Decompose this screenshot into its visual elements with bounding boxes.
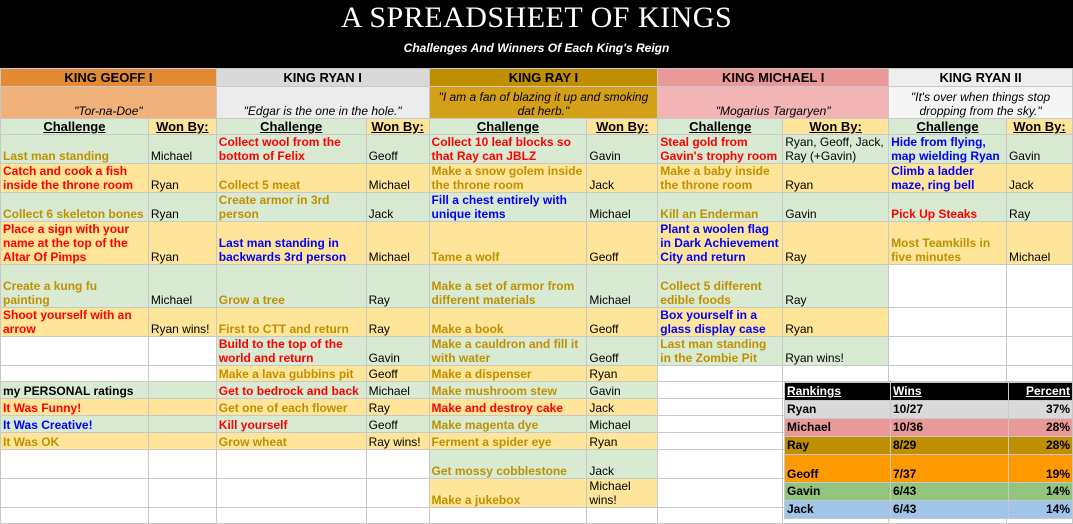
winner-cell: [148, 450, 216, 479]
rankings-header-row: [785, 383, 1073, 401]
winner-cell: Gavin: [366, 337, 429, 366]
won-by-column-header: Won By:: [587, 119, 658, 135]
challenge-cell: Make a lava gubbins pit: [216, 366, 366, 382]
king-name: KING MICHAEL I: [658, 69, 889, 87]
won-by-column-header: Won By:: [783, 119, 889, 135]
challenge-cell: Make a jukebox: [429, 479, 587, 508]
winner-cell: Ray wins!: [366, 433, 429, 450]
winner-cell: [366, 508, 429, 524]
winner-cell: Ryan: [148, 164, 216, 193]
ranking-row: [785, 455, 1073, 483]
challenge-cell: [658, 479, 783, 508]
winner-cell: Jack: [587, 399, 658, 416]
challenge-row: [1, 135, 1073, 164]
challenge-cell: Tame a wolf: [429, 222, 587, 265]
ranking-percent: 14%: [1009, 483, 1073, 501]
winner-cell: Michael: [148, 135, 216, 164]
winner-cell: Geoff: [587, 308, 658, 337]
winner-cell: [783, 366, 889, 382]
challenge-cell: First to CTT and return: [216, 308, 366, 337]
winner-cell: Ryan wins!: [783, 337, 889, 366]
winner-cell: Gavin: [1006, 135, 1072, 164]
challenge-cell: my PERSONAL ratings: [1, 382, 149, 399]
king-name: KING GEOFF I: [1, 69, 217, 87]
challenge-cell: [658, 399, 783, 416]
challenge-cell: Make a baby inside the throne room: [658, 164, 783, 193]
winner-cell: Jack: [587, 450, 658, 479]
winner-cell: [148, 382, 216, 399]
challenge-cell: [658, 433, 783, 450]
king-header-row: [1, 69, 1073, 87]
winner-cell: Michael: [148, 265, 216, 308]
winner-cell: Jack: [587, 164, 658, 193]
challenge-row: [1, 308, 1073, 337]
king-name: KING RYAN I: [216, 69, 429, 87]
ranking-wins: 10/36: [891, 419, 1009, 437]
winner-cell: Ryan: [783, 164, 889, 193]
winner-cell: Michael: [1006, 222, 1072, 265]
ranking-wins: 8/29: [891, 437, 1009, 455]
challenge-cell: [429, 508, 587, 524]
challenge-column-header: Challenge: [216, 119, 366, 135]
challenge-cell: [658, 508, 783, 524]
winner-cell: Geoff: [587, 337, 658, 366]
challenge-cell: Last man standing in the Zombie Pit: [658, 337, 783, 366]
challenge-cell: [889, 366, 1007, 382]
challenge-cell: Create a kung fu painting: [1, 265, 149, 308]
winner-cell: [1006, 265, 1072, 308]
winner-cell: [148, 366, 216, 382]
challenge-cell: Steal gold from Gavin's trophy room: [658, 135, 783, 164]
winner-cell: [366, 450, 429, 479]
winner-cell: Ray: [783, 222, 889, 265]
challenge-cell: Get to bedrock and back: [216, 382, 366, 399]
page-title: A SPREADSHEET OF KINGS: [340, 1, 733, 34]
winner-cell: Geoff: [366, 135, 429, 164]
winner-cell: Geoff: [587, 222, 658, 265]
ranking-name: Ray: [785, 437, 891, 455]
ranking-percent: 14%: [1009, 501, 1073, 519]
challenge-cell: Climb a ladder maze, ring bell: [889, 164, 1007, 193]
challenge-cell: Get mossy cobblestone: [429, 450, 587, 479]
winner-cell: Michael: [366, 164, 429, 193]
winner-cell: Ryan: [587, 366, 658, 382]
ranking-wins: 10/27: [891, 401, 1009, 419]
winner-cell: Geoff: [366, 416, 429, 433]
challenge-row: [1, 366, 1073, 382]
challenge-cell: Collect 10 leaf blocks so that Ray can JBLZ: [429, 135, 587, 164]
rankings-header: Rankings: [785, 383, 891, 401]
winner-cell: Michael: [587, 265, 658, 308]
king-quote: "It's over when things stop dropping from the sky.": [889, 87, 1073, 119]
challenge-cell: Kill an Enderman: [658, 193, 783, 222]
challenge-cell: [1, 366, 149, 382]
challenge-cell: Create armor in 3rd person: [216, 193, 366, 222]
ranking-row: [785, 437, 1073, 455]
winner-cell: Ryan: [587, 433, 658, 450]
challenge-cell: Kill yourself: [216, 416, 366, 433]
won-by-column-header: Won By:: [1006, 119, 1072, 135]
ranking-percent: 28%: [1009, 437, 1073, 455]
winner-cell: Ray: [366, 265, 429, 308]
challenge-cell: Make a dispenser: [429, 366, 587, 382]
challenge-cell: [889, 337, 1007, 366]
ranking-name: Geoff: [785, 455, 891, 483]
challenge-cell: It Was Funny!: [1, 399, 149, 416]
winner-cell: Jack: [366, 193, 429, 222]
challenge-cell: [658, 366, 783, 382]
wins-header: Wins: [891, 383, 1009, 401]
challenge-row: [1, 193, 1073, 222]
winner-cell: Ray: [783, 265, 889, 308]
challenge-cell: Make a cauldron and fill it with water: [429, 337, 587, 366]
king-name: KING RYAN II: [889, 69, 1073, 87]
column-header-row: [1, 119, 1073, 135]
challenge-cell: Collect 5 meat: [216, 164, 366, 193]
winner-cell: [148, 479, 216, 508]
ranking-row: [785, 419, 1073, 437]
winner-cell: Ryan: [783, 308, 889, 337]
ranking-percent: 19%: [1009, 455, 1073, 483]
winner-cell: [1006, 337, 1072, 366]
winner-cell: [148, 508, 216, 524]
challenge-cell: [216, 479, 366, 508]
title-banner: [0, 0, 1073, 68]
king-quote: "Mogarius Targaryen": [658, 87, 889, 119]
winner-cell: Michael: [587, 193, 658, 222]
winner-cell: Gavin: [587, 135, 658, 164]
challenge-column-header: Challenge: [889, 119, 1007, 135]
winner-cell: Ryan: [148, 222, 216, 265]
king-quote: "Edgar is the one in the hole.": [216, 87, 429, 119]
challenge-cell: Catch and cook a fish inside the throne room: [1, 164, 149, 193]
challenge-cell: [658, 382, 783, 399]
challenge-row: [1, 222, 1073, 265]
challenge-cell: [889, 308, 1007, 337]
ranking-name: Michael: [785, 419, 891, 437]
winner-cell: Ray: [366, 308, 429, 337]
challenge-cell: Plant a woolen flag in Dark Achievement City and return: [658, 222, 783, 265]
challenge-cell: Get one of each flower: [216, 399, 366, 416]
winner-cell: [1006, 366, 1072, 382]
challenge-cell: Fill a chest entirely with unique items: [429, 193, 587, 222]
ranking-percent: 37%: [1009, 401, 1073, 419]
winner-cell: Ryan: [148, 193, 216, 222]
won-by-column-header: Won By:: [366, 119, 429, 135]
percent-header: Percent: [1009, 383, 1073, 401]
won-by-column-header: Won By:: [148, 119, 216, 135]
winner-cell: Ryan, Geoff, Jack, Ray (+Gavin): [783, 135, 889, 164]
winner-cell: [148, 399, 216, 416]
page-subtitle: Challenges And Winners Of Each King's Reign: [403, 41, 670, 55]
ranking-wins: 6/43: [891, 483, 1009, 501]
challenge-column-header: Challenge: [429, 119, 587, 135]
ranking-wins: 6/43: [891, 501, 1009, 519]
challenge-cell: Most Teamkills in five minutes: [889, 222, 1007, 265]
challenge-cell: Hide from flying, map wielding Ryan: [889, 135, 1007, 164]
challenge-cell: Collect 6 skeleton bones: [1, 193, 149, 222]
challenge-cell: Shoot yourself with an arrow: [1, 308, 149, 337]
challenge-cell: Pick Up Steaks: [889, 193, 1007, 222]
challenge-cell: Build to the top of the world and return: [216, 337, 366, 366]
challenge-cell: Make a book: [429, 308, 587, 337]
challenge-cell: It Was Creative!: [1, 416, 149, 433]
challenge-cell: It Was OK: [1, 433, 149, 450]
challenge-cell: Grow wheat: [216, 433, 366, 450]
challenge-cell: Make mushroom stew: [429, 382, 587, 399]
challenge-cell: [1, 337, 149, 366]
challenge-cell: [216, 450, 366, 479]
ranking-name: Jack: [785, 501, 891, 519]
challenge-cell: Grow a tree: [216, 265, 366, 308]
winner-cell: Geoff: [366, 366, 429, 382]
king-quote-row: [1, 87, 1073, 119]
challenge-cell: Collect 5 different edible foods: [658, 265, 783, 308]
winner-cell: Gavin: [783, 193, 889, 222]
challenge-cell: Place a sign with your name at the top of the Altar Of Pimps: [1, 222, 149, 265]
winner-cell: [148, 337, 216, 366]
challenge-cell: Collect wool from the bottom of Felix: [216, 135, 366, 164]
challenge-cell: [1, 479, 149, 508]
winner-cell: Michael: [366, 382, 429, 399]
ranking-name: Gavin: [785, 483, 891, 501]
ranking-percent: 28%: [1009, 419, 1073, 437]
challenge-cell: Last man standing: [1, 135, 149, 164]
challenge-row: [1, 337, 1073, 366]
winner-cell: Michael: [366, 222, 429, 265]
challenge-row: [1, 265, 1073, 308]
challenge-cell: Make a set of armor from different materials: [429, 265, 587, 308]
king-quote: "Tor-na-Doe": [1, 87, 217, 119]
challenge-cell: [658, 450, 783, 479]
ranking-name: Ryan: [785, 401, 891, 419]
challenge-cell: Box yourself in a glass display case: [658, 308, 783, 337]
winner-cell: [148, 433, 216, 450]
winner-cell: Michael wins!: [587, 479, 658, 508]
winner-cell: Gavin: [587, 382, 658, 399]
challenge-row: [1, 164, 1073, 193]
winner-cell: Ryan wins!: [148, 308, 216, 337]
king-quote: "I am a fan of blazing it up and smoking dat herb.": [429, 87, 658, 119]
winner-cell: [587, 508, 658, 524]
challenge-cell: Ferment a spider eye: [429, 433, 587, 450]
ranking-row: [785, 483, 1073, 501]
winner-cell: [1006, 308, 1072, 337]
challenge-cell: Make magenta dye: [429, 416, 587, 433]
winner-cell: [148, 416, 216, 433]
winner-cell: Jack: [1006, 164, 1072, 193]
ranking-wins: 7/37: [891, 455, 1009, 483]
ranking-row: [785, 501, 1073, 519]
rankings-table: [784, 382, 1073, 519]
challenge-cell: [1, 450, 149, 479]
challenge-cell: [658, 416, 783, 433]
winner-cell: Michael: [587, 416, 658, 433]
challenge-cell: [1, 508, 149, 524]
challenge-cell: [889, 265, 1007, 308]
challenge-column-header: Challenge: [1, 119, 149, 135]
challenge-cell: Make and destroy cake: [429, 399, 587, 416]
challenge-cell: Make a snow golem inside the throne room: [429, 164, 587, 193]
winner-cell: Ray: [366, 399, 429, 416]
challenge-cell: Last man standing in backwards 3rd person: [216, 222, 366, 265]
king-name: KING RAY I: [429, 69, 658, 87]
challenge-cell: [216, 508, 366, 524]
winner-cell: Ray: [1006, 193, 1072, 222]
ranking-row: [785, 401, 1073, 419]
challenge-column-header: Challenge: [658, 119, 783, 135]
winner-cell: [366, 479, 429, 508]
